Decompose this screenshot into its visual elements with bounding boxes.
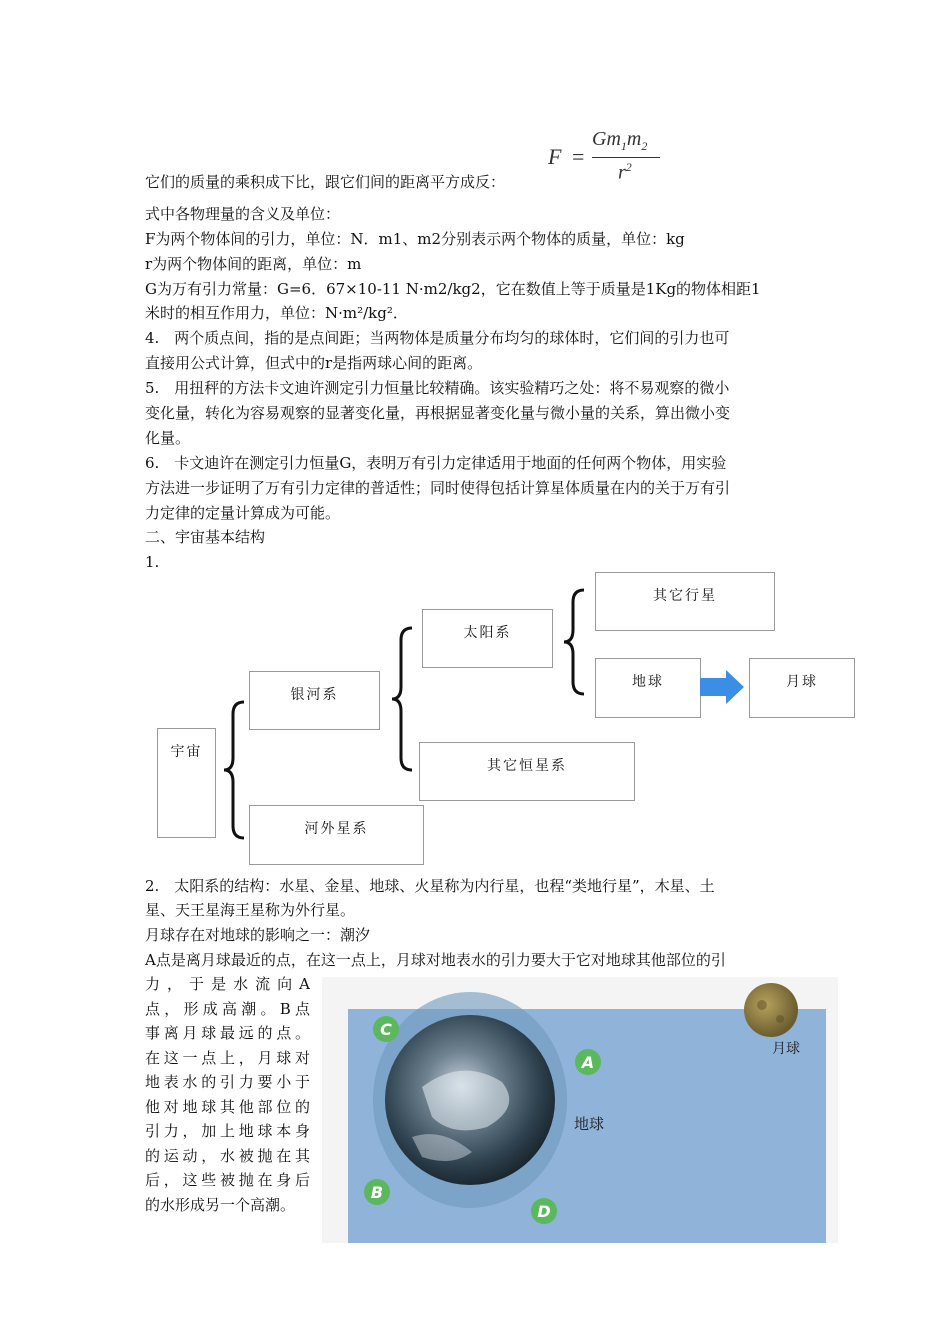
- paragraph-line: 月球存在对地球的影响之一：潮汐: [145, 926, 371, 944]
- paragraph-line: G为万有引力常量：G=6．67×10-11 N·m2/kg2，它在数值上等于质量是1Kg的物体相距1: [145, 280, 761, 298]
- paragraph-line: 米时的相互作用力，单位：N·m²/kg²．: [145, 304, 408, 322]
- formula-denominator: $r^2$: [618, 160, 632, 184]
- brace-universe: [222, 700, 248, 840]
- side-line: 事离月球最远的点。: [145, 1024, 310, 1042]
- box-galaxy: 银河系: [249, 671, 380, 730]
- side-line: 后，这些被抛在身后: [145, 1171, 310, 1189]
- side-line: 地表水的引力要小于: [145, 1073, 310, 1091]
- box-other-planets: 其它行星: [595, 572, 775, 631]
- paragraph-line: 式中各物理量的含义及单位：: [145, 205, 341, 223]
- paragraph-line: 方法进一步证明了万有引力定律的普适性；同时使得包括计算星体质量在内的关于万有引: [145, 479, 731, 497]
- side-line: 力，于是水流向A: [145, 975, 310, 993]
- formula-fraction-bar: [592, 157, 660, 158]
- arrow-earth-to-moon: [700, 670, 746, 704]
- paragraph-line: A点是离月球最近的点，在这一点上，月球对地表水的引力要大于它对地球其他部位的引: [145, 951, 726, 969]
- paragraph-line: 直接用公式计算，但式中的r是指两球心间的距离。: [145, 354, 483, 372]
- marker-a-label: A: [581, 1053, 595, 1072]
- paragraph-line: r为两个物体间的距离，单位：m: [145, 255, 362, 273]
- arrow-icon: [700, 670, 744, 704]
- marker-c-label: C: [380, 1020, 392, 1039]
- paragraph-line: F为两个物体间的引力，单位：N．m1、m2分别表示两个物体的质量，单位：kg: [145, 230, 685, 248]
- side-line: 的运动，水被抛在其: [145, 1146, 310, 1165]
- side-line: 在这一点上，月球对: [145, 1048, 310, 1067]
- paragraph-line: 化量。: [145, 429, 191, 447]
- moon-globe: [744, 983, 798, 1037]
- list-number: 1.: [145, 553, 160, 571]
- paragraph-line: 5. 用扭秤的方法卡文迪许测定引力恒量比较精确。该实验精巧之处：将不易观察的微小: [145, 379, 730, 397]
- tide-explanation-text: [145, 972, 310, 1217]
- formula-equals: =: [572, 144, 585, 169]
- box-solar-system: 太阳系: [422, 609, 553, 668]
- brace-solar-system: [562, 588, 588, 696]
- paragraph-line: 它们的质量的乘积成下比，跟它们间的距离平方成反：: [145, 173, 506, 191]
- box-moon: 月球: [749, 658, 855, 718]
- box-universe: 宇宙: [157, 728, 216, 838]
- paragraph-line: 星、天王星海王星称为外行星。: [145, 901, 356, 919]
- tide-illustration: [322, 977, 838, 1243]
- box-other-star-systems: 其它恒星系: [419, 742, 635, 801]
- side-line: 他对地球其他部位的: [145, 1097, 310, 1116]
- marker-b-label: B: [370, 1183, 384, 1202]
- moon-label: 月球: [772, 1041, 800, 1057]
- marker-d-label: D: [537, 1202, 551, 1221]
- paragraph-line: 4. 两个质点间，指的是点间距；当两物体是质量分布均匀的球体时，它们间的引力也可: [145, 329, 730, 347]
- paragraph-line: 2. 太阳系的结构：水星、金星、地球、火星称为内行星，也程“类地行星”，木星、土: [145, 877, 715, 895]
- paragraph-line: 力定律的定量计算成为可能。: [145, 504, 341, 522]
- formula-lhs: F: [548, 144, 562, 169]
- side-line: 点，形成高潮。B点: [145, 999, 310, 1018]
- side-line: 引力，加上地球本身: [145, 1122, 310, 1140]
- brace-galaxy: [390, 626, 416, 772]
- box-earth: 地球: [595, 658, 701, 718]
- box-extragalactic: 河外星系: [249, 805, 424, 865]
- side-line: 的水形成另一个高潮。: [145, 1195, 296, 1214]
- paragraph-line: 变化量，转化为容易观察的显著变化量，再根据显著变化量与微小量的关系，算出微小变: [145, 404, 731, 422]
- formula-numerator: $Gm_1m_2$: [592, 128, 648, 153]
- section-heading: 二、宇宙基本结构: [145, 528, 266, 546]
- tide-figure: [322, 977, 838, 1243]
- earth-label: 地球: [574, 1115, 605, 1133]
- paragraph-line: 6. 卡文迪许在测定引力恒量G，表明万有引力定律适用于地面的任何两个物体，用实验: [145, 454, 727, 472]
